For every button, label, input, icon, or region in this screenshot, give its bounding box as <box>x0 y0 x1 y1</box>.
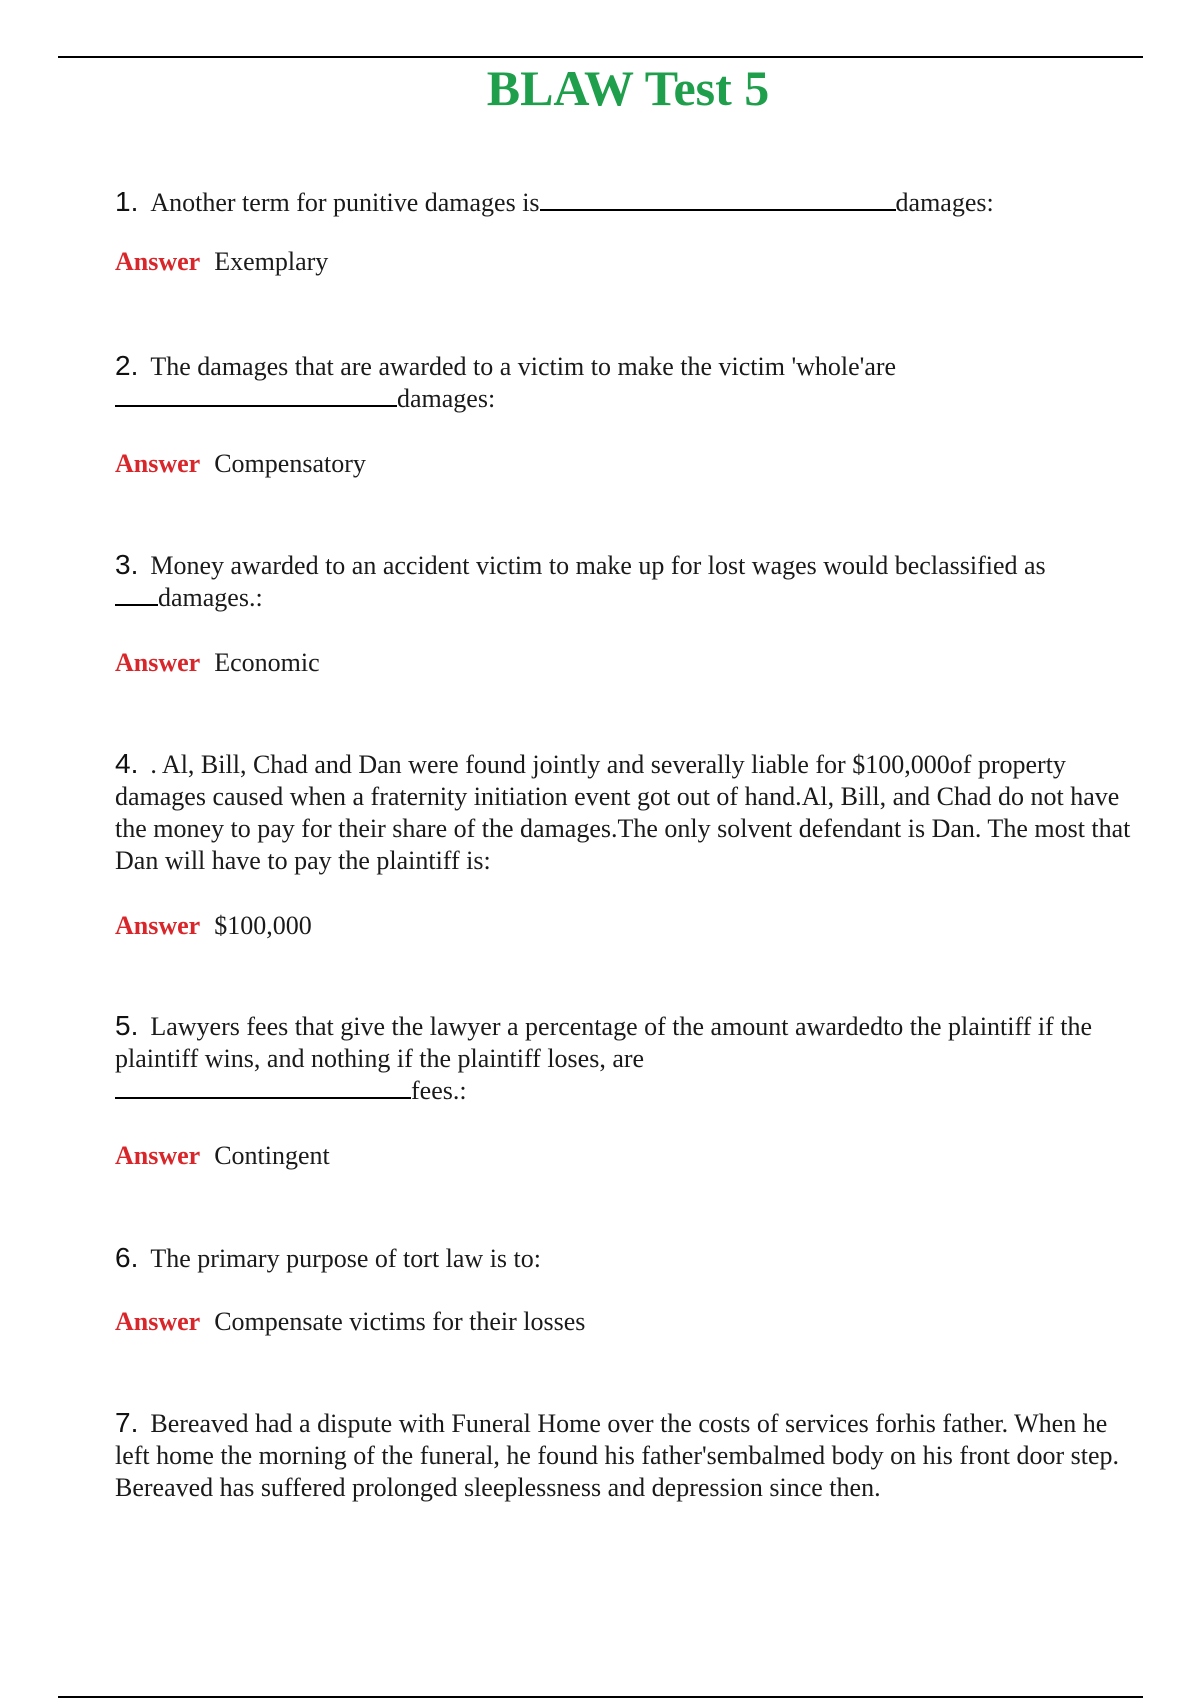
question-6 <box>115 1242 1135 1342</box>
answer-label: Answer <box>115 449 201 478</box>
question-text: 7. Bereaved had a dispute with Funeral Home over the costs of services forhis father. When he left home the morning of the funeral, he found his father'sembalmed body on his front door step. Bereaved has suffered prolonged sleeplessness and depression since then. <box>115 1407 1119 1502</box>
question-number: 1. <box>115 186 139 217</box>
answer-label: Answer <box>115 648 201 677</box>
question-7 <box>115 1407 1135 1527</box>
question-number: 4. <box>115 748 139 779</box>
question-number: 6. <box>115 1242 139 1273</box>
question-2 <box>115 350 1135 490</box>
answer-row <box>115 647 320 679</box>
answer-blank <box>115 582 158 606</box>
question-4 <box>115 748 1135 948</box>
answer-label: Answer <box>115 247 201 276</box>
answer-blank <box>115 383 397 407</box>
question-number: 7. <box>115 1407 139 1438</box>
answer-label: Answer <box>115 1141 201 1170</box>
question-1 <box>115 186 1135 286</box>
answer-row <box>115 1140 330 1172</box>
answer-value: $100,000 <box>214 911 312 940</box>
question-text: 5. Lawyers fees that give the lawyer a percentage of the amount awardedto the plaintiff if the plaintiff wins, and nothing if the plaintiff loses, are fees.: <box>115 1010 1092 1105</box>
answer-row <box>115 246 328 278</box>
answer-blank <box>540 187 896 211</box>
answer-value: Economic <box>214 648 320 677</box>
answer-label: Answer <box>115 911 201 940</box>
question-text: 2. The damages that are awarded to a victim to make the victim 'whole'are damages: <box>115 350 897 413</box>
answer-value: Contingent <box>214 1141 330 1170</box>
answer-row <box>115 448 366 480</box>
question-number: 5. <box>115 1010 139 1041</box>
answer-blank <box>115 1075 411 1099</box>
question-text: 3. Money awarded to an accident victim to make up for lost wages would beclassified as damages.: <box>115 549 1046 612</box>
question-3 <box>115 549 1135 689</box>
question-text: 4. . Al, Bill, Chad and Dan were found jointly and severally liable for $100,000of property damages caused when a fraternity initiation event got out of hand.Al, Bill, and Chad do not have the money to pay for their share of the damages.The only solvent defendant is Dan. The most that Dan will have to pay the plaintiff is: <box>115 748 1131 875</box>
bottom-rule <box>58 1696 1143 1698</box>
answer-value: Compensatory <box>214 449 366 478</box>
question-5 <box>115 1010 1135 1190</box>
question-number: 3. <box>115 549 139 580</box>
document-title: BLAW Test 5 <box>486 60 770 116</box>
question-text: 6. The primary purpose of tort law is to: <box>115 1242 541 1273</box>
question-text: 1. Another term for punitive damages is damages: <box>115 186 994 217</box>
answer-value: Exemplary <box>214 247 329 276</box>
answer-row <box>115 910 312 942</box>
question-number: 2. <box>115 350 139 381</box>
answer-row <box>115 1306 585 1338</box>
answer-value: Compensate victims for their losses <box>214 1307 586 1336</box>
answer-label: Answer <box>115 1307 201 1336</box>
